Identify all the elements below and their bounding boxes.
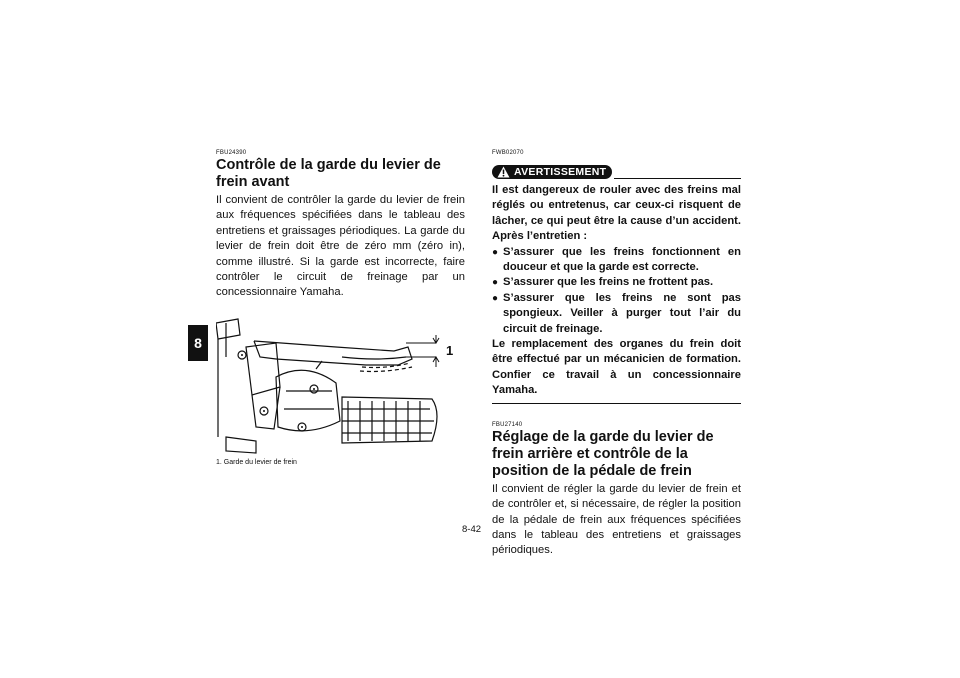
warning-header: [492, 157, 741, 179]
warning-bullet: [492, 275, 741, 290]
page-number: 8-42: [462, 524, 482, 535]
section-code: FBU24390: [216, 150, 247, 156]
bullet-dot-icon: ●: [492, 277, 499, 289]
warning-triangle-icon: [497, 166, 510, 178]
section-body: Il convient de contrôler la garde du levier de frein aux fréquences spécifiées dans le tableau des entretiens et graissages périodiques. La garde du levier de frein doit être de zéro mm (zéro in), comme illustré. Si la garde est incorrecte, faire contrôler le circuit de freinage par un concessionnaire Yamaha.: [216, 194, 465, 299]
warning-label: AVERTISSEMENT: [514, 166, 607, 178]
section-title: Réglage de la garde du levier de frein arrière et contrôle de la position de la pédale de frein: [492, 428, 714, 479]
warning-closing: Le remplacement des organes du frein doit être effectué par un mécanicien de formation. Confier ce travail à un concessionnaire Yamaha.: [492, 338, 741, 397]
section-title: Contrôle de la garde du levier de frein avant: [216, 157, 441, 190]
brake-lever-figure: [216, 317, 465, 457]
warning-body: [492, 179, 741, 399]
section-code: FBU27140: [492, 421, 523, 428]
section-body: Il convient de régler la garde du levier de frein et de contrôler et, si nécessaire, de régler la position de la pédale de frein aux fréquences spécifiées dans le tableau des entretiens et graissages périodiques.: [492, 482, 741, 557]
warning-badge: [492, 165, 612, 179]
figure-caption: 1. Garde du levier de frein: [216, 458, 297, 466]
warning-intro: Il est dangereux de rouler avec des freins mal réglés ou entretenus, car ceux-ci risquent de lâcher, ce qui peut être la cause d’un accident. Après l’entretien :: [492, 184, 741, 243]
chapter-tab: 8: [188, 325, 208, 361]
left-column: [216, 150, 465, 466]
warning-rule: [614, 178, 741, 179]
right-column: [492, 150, 741, 559]
bullet-dot-icon: ●: [492, 292, 499, 304]
warning-bullet: [492, 245, 741, 276]
brake-lever-illustration: [216, 317, 465, 457]
bullet-dot-icon: ●: [492, 246, 499, 258]
callout-number: 1: [446, 342, 454, 358]
warning-bullet-text: S’assurer que les freins ne sont pas spongieux. Veiller à purger tout l’air du circuit de freinage.: [503, 291, 741, 335]
warning-bullet: [492, 291, 741, 337]
warning-bullet-text: S’assurer que les freins ne frottent pas.: [503, 276, 714, 289]
warning-bullet-text: S’assurer que les freins fonctionnent en douceur et que la garde est correcte.: [503, 245, 741, 274]
warning-code: FWB02070: [492, 150, 524, 156]
